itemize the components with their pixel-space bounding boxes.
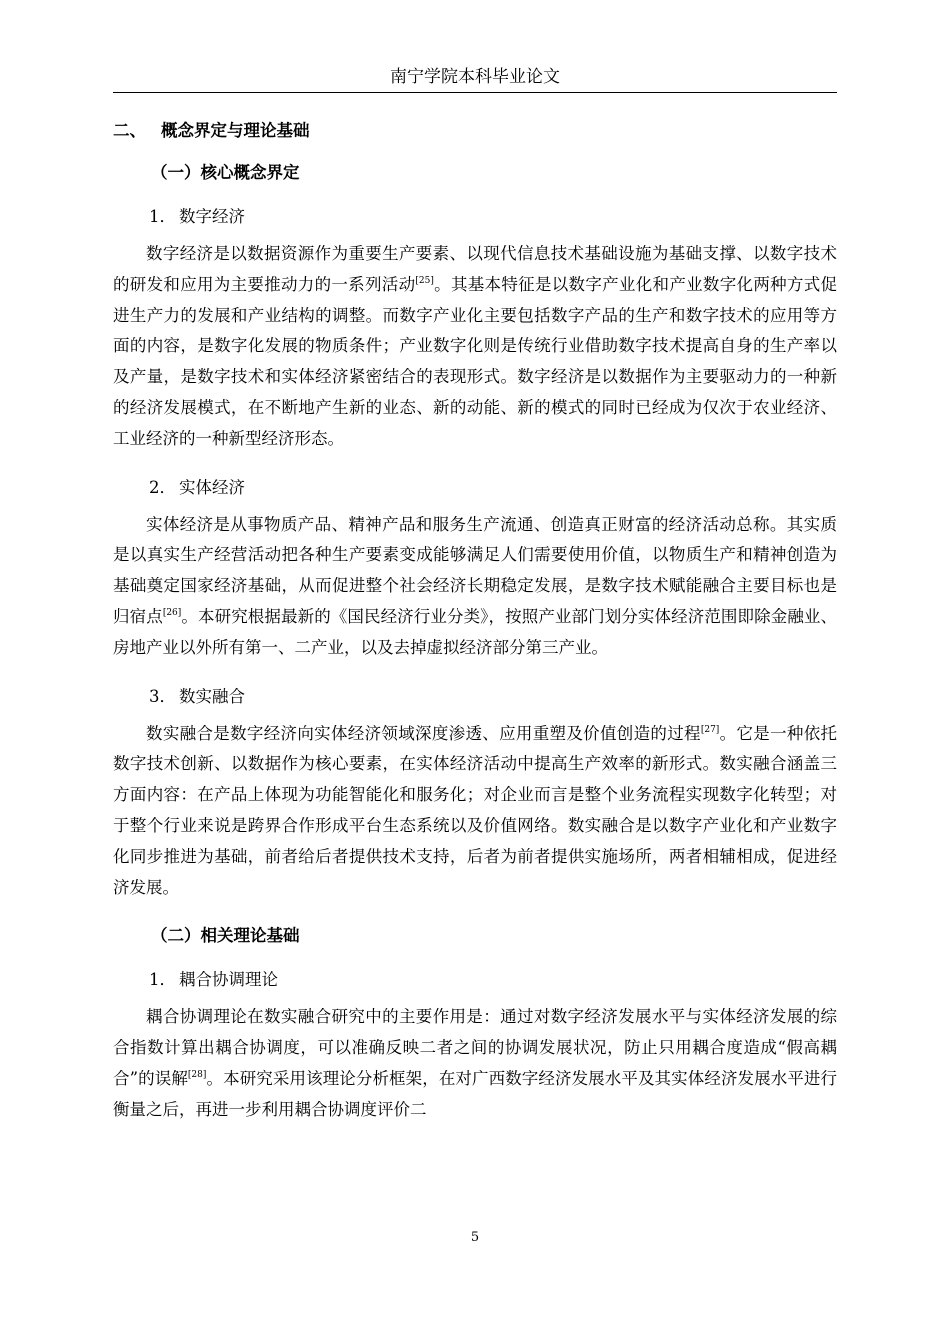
section-number: 二、 (113, 121, 146, 140)
item-heading-real-economy (113, 466, 837, 510)
paragraph-text: 数实融合是数字经济向实体经济领域深度渗透、应用重塑及价值创造的过程 (146, 723, 701, 743)
paragraph-coupling-theory (113, 1002, 837, 1125)
subsection-heading-2: （二）相关理论基础 (151, 926, 300, 946)
citation-ref[interactable]: [26] (162, 607, 182, 618)
paragraph-text: 。本研究采用该理论分析框架，在对广西数字经济发展水平及其实体经济发展水平进行衡量之后，再进一步利用耦合协调度评价二 (113, 1068, 838, 1119)
section-title: 概念界定与理论基础 (161, 121, 310, 140)
item-number: 1． (149, 207, 176, 226)
subsection-heading-1: （一）核心概念界定 (151, 163, 300, 182)
item-title: 数字经济 (179, 207, 245, 226)
paragraph-real-economy (113, 510, 837, 664)
paragraph-text: 实体经济是从事物质产品、精神产品和服务生产流通、创造真正财富的经济活动总称。其实质是以真实生产经营活动把各种生产要素变成能够满足人们需要使用价值，以物质生产和精神创造为基础奠定国家经济基础，从而促进整个社会经济长期稳定发展，是数字技术赋能融合主要目标也是归宿点 (113, 514, 837, 626)
citation-ref[interactable]: [28] (187, 1069, 207, 1080)
paragraph-text: 。它是一种依托数字技术创新、以数据作为核心要素，在实体经济活动中提高生产效率的新形式。数实融合涵盖三方面内容：在产品上体现为功能智能化和服务化；对企业而言是整个业务流程实现数字化转型；对于整个行业来说是跨界合作形成平台生态系统以及价值网络。数实融合是以数字产业化和产业数字化同步推进为基础，前者给后者提供技术支持，后者为前者提供实施场所，两者相辅相成，促进经济发展。 (113, 723, 838, 897)
citation-ref[interactable]: [27] (700, 724, 720, 735)
item-title: 数实融合 (179, 686, 245, 706)
item-number: 2． (149, 477, 176, 497)
paragraph-text: 数字经济是以数据资源作为重要生产要素、以现代信息技术基础设施为基础支撑、以数字技术的研发和应用为主要推动力的一系列活动 (113, 244, 837, 294)
page-body (113, 111, 837, 1137)
item-number: 1． (149, 970, 176, 990)
item-heading-digital-economy (113, 195, 837, 239)
item-title: 实体经济 (179, 477, 245, 497)
item-title: 耦合协调理论 (179, 970, 278, 990)
citation-ref[interactable]: [25] (415, 275, 434, 286)
paragraph-text: 耦合协调理论在数实融合研究中的主要作用是：通过对数字经济发展水平与实体经济发展的综合指数计算出耦合协调度，可以准确反映二者之间的协调发展状况，防止只用耦合度造成“假高耦合”的误解 (113, 1007, 837, 1088)
page-header: 南宁学院本科毕业论文 (113, 64, 837, 93)
paragraph-text: 。其基本特征是以数字产业化和产业数字化两种方式促进生产力的发展和产业结构的调整。而数字产业化主要包括数字产品的生产和数字技术的应用等方面的内容，是数字化发展的物质条件；产业数字化则是传统行业借助数字技术提高自身的生产率以及产量，是数字技术和实体经济紧密结合的表现形式。数字经济是以数据作为主要驱动力的一种新的经济发展模式，在不断地产生新的业态、新的动能、新的模式的同时已经成为仅次于农业经济、工业经济的一种新型经济形态。 (113, 274, 838, 448)
paragraph-digital-economy (113, 239, 837, 455)
item-heading-coupling-theory (113, 958, 837, 1002)
page-number: 5 (470, 1230, 480, 1245)
item-number: 3． (149, 686, 176, 706)
paragraph-integration (113, 719, 837, 904)
paragraph-text: 。本研究根据最新的《国民经济行业分类》，按照产业部门划分实体经济范围即除金融业、房地产业以外所有第一、二产业，以及去掉虚拟经济部分第三产业。 (113, 606, 838, 657)
item-heading-integration (113, 675, 837, 719)
section-heading (113, 111, 837, 151)
